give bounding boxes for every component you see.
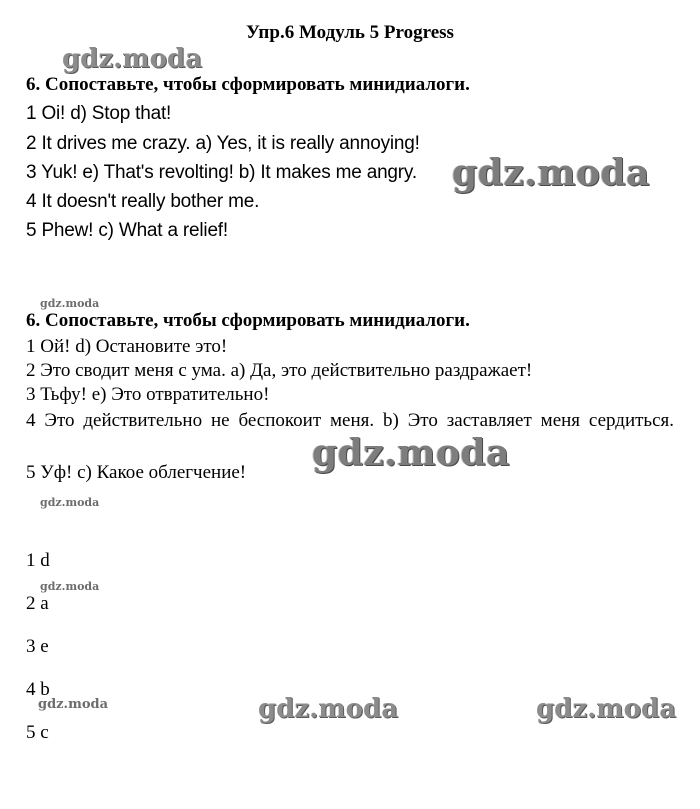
- english-line-5: 5 Phew! c) What a relief!: [26, 220, 228, 241]
- answer-5: 5 c: [26, 722, 49, 743]
- watermark: gdz.moda: [452, 152, 650, 194]
- answer-3: 3 e: [26, 636, 49, 657]
- watermark: gdz.moda: [40, 297, 100, 310]
- watermark: gdz.moda: [62, 44, 203, 74]
- answer-4: 4 b: [26, 679, 50, 700]
- watermark: gdz.moda: [536, 694, 677, 724]
- russian-line-2: 2 Это сводит меня с ума. а) Да, это действительно раздражает!: [26, 360, 533, 381]
- watermark: gdz.moda: [312, 432, 510, 474]
- russian-task-heading: 6. Сопоставьте, чтобы сформировать минидиалоги.: [26, 310, 470, 331]
- answer-1: 1 d: [26, 550, 50, 571]
- answer-2: 2 a: [26, 593, 49, 614]
- english-line-3: 3 Yuk! e) That's revolting! b) It makes me angry.: [26, 162, 417, 183]
- russian-line-4: 4 Это действительно не беспокоит меня. b) Это заставляет меня сердиться.: [26, 410, 674, 431]
- page-title: Упр.6 Модуль 5 Progress: [246, 22, 454, 43]
- english-line-2: 2 It drives me crazy. a) Yes, it is really annoying!: [26, 133, 420, 154]
- english-line-1: 1 Oi! d) Stop that!: [26, 103, 172, 124]
- watermark: gdz.moda: [38, 697, 109, 712]
- russian-line-1: 1 Ой! d) Остановите это!: [26, 336, 228, 357]
- watermark: gdz.moda: [40, 580, 100, 593]
- english-task-heading: 6. Сопоставьте, чтобы сформировать минидиалоги.: [26, 74, 470, 95]
- watermark: gdz.moda: [258, 694, 399, 724]
- russian-line-3: 3 Тьфу! е) Это отвратительно!: [26, 384, 270, 405]
- english-line-4: 4 It doesn't really bother me.: [26, 191, 260, 212]
- russian-line-5: 5 Уф! с) Какое облегчение!: [26, 462, 247, 483]
- watermark: gdz.moda: [40, 496, 100, 509]
